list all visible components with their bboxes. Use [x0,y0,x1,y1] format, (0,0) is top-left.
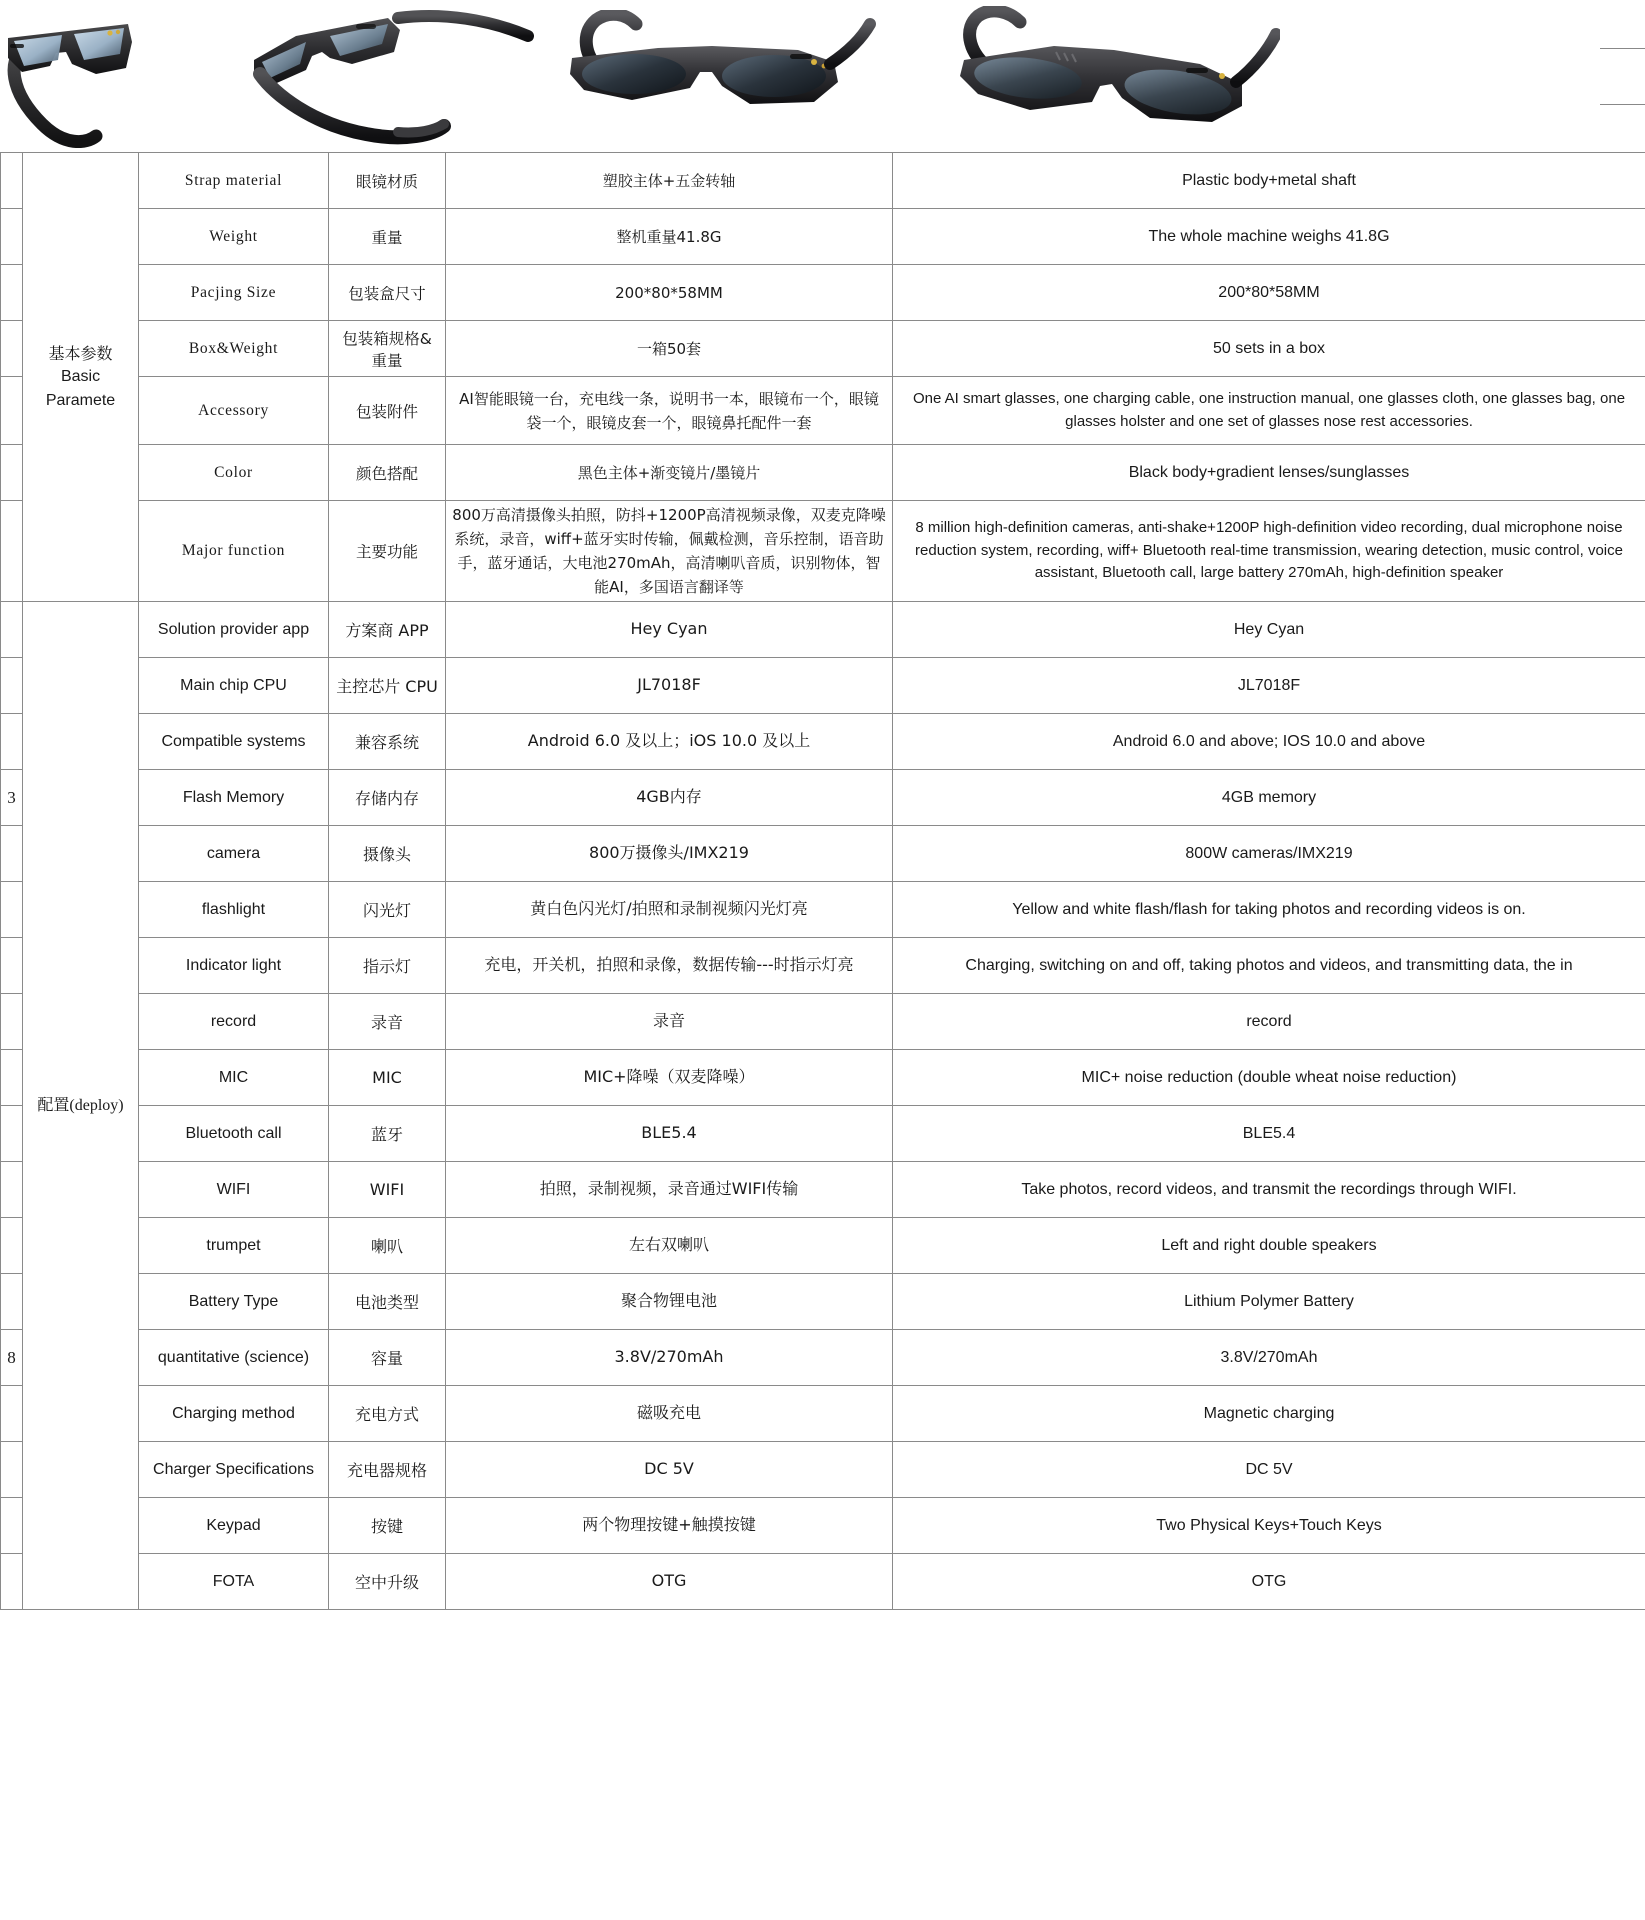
row-label-zh: 颜色搭配 [329,445,446,501]
row-label-en: Indicator light [139,938,329,994]
row-index-cell [1,1554,23,1610]
row-label-en: camera [139,826,329,882]
table-row [1,1386,1645,1442]
row-value-zh: 黄白色闪光灯/拍照和录制视频闪光灯亮 [446,882,893,938]
row-index-cell [1,1050,23,1106]
row-label-zh: 主要功能 [329,501,446,602]
row-value-zh: OTG [446,1554,893,1610]
row-label-en: Solution provider app [139,602,329,658]
row-label-zh: 兼容系统 [329,714,446,770]
table-row [1,377,1645,445]
row-label-zh: 主控芯片 CPU [329,658,446,714]
row-index-cell [1,501,23,602]
row-label-en: trumpet [139,1218,329,1274]
row-label-zh: 闪光灯 [329,882,446,938]
row-label-en: Box&Weight [139,321,329,377]
row-value-en: Take photos, record videos, and transmit the recordings through WIFI. [893,1162,1645,1218]
row-label-en: Charging method [139,1386,329,1442]
row-label-en: Strap material [139,153,329,209]
row-label-zh: 充电器规格 [329,1442,446,1498]
row-value-en: 200*80*58MM [893,265,1645,321]
row-index-cell [1,265,23,321]
table-row [1,602,1645,658]
row-label-en: Main chip CPU [139,658,329,714]
group-label-deploy: 配置(deploy) [23,602,139,1610]
row-value-zh: 磁吸充电 [446,1386,893,1442]
row-value-en: Android 6.0 and above; IOS 10.0 and above [893,714,1645,770]
table-row [1,714,1645,770]
row-label-en: Bluetooth call [139,1106,329,1162]
row-value-zh: 充电，开关机，拍照和录像，数据传输---时指示灯亮 [446,938,893,994]
table-row [1,1218,1645,1274]
row-index-cell [1,321,23,377]
row-value-en: record [893,994,1645,1050]
row-index-cell [1,1218,23,1274]
row-value-en: 3.8V/270mAh [893,1330,1645,1386]
row-value-zh: 塑胶主体+五金转轴 [446,153,893,209]
row-value-en: 4GB memory [893,770,1645,826]
row-label-zh: WIFI [329,1162,446,1218]
row-value-zh: 800万摄像头/IMX219 [446,826,893,882]
row-value-en: 8 million high-definition cameras, anti-shake+1200P high-definition video recording, dual microphone noise reduction system, recording, wiff+ Bluetooth real-time transmission, wearing detection, music control, voice assistant, Bluetooth call, large battery 270mAh, high-definition speaker [893,501,1645,602]
row-index-cell [1,1162,23,1218]
row-label-en: Charger Specifications [139,1442,329,1498]
row-index-cell [1,153,23,209]
row-value-zh: 一箱50套 [446,321,893,377]
row-label-en: Keypad [139,1498,329,1554]
row-label-en: Accessory [139,377,329,445]
row-value-zh: 两个物理按键+触摸按键 [446,1498,893,1554]
row-value-en: Magnetic charging [893,1386,1645,1442]
row-value-en: Hey Cyan [893,602,1645,658]
row-label-zh: 方案商 APP [329,602,446,658]
row-value-en: 50 sets in a box [893,321,1645,377]
row-index-cell [1,714,23,770]
group-label-basic-zh: 基本参数 [48,344,113,364]
row-label-zh: 包装箱规格&重量 [329,321,446,377]
row-value-zh: 200*80*58MM [446,265,893,321]
row-label-en: FOTA [139,1554,329,1610]
table-row [1,770,1645,826]
row-index-cell [1,1498,23,1554]
row-label-en: quantitative (science) [139,1330,329,1386]
row-value-zh: 录音 [446,994,893,1050]
table-row [1,994,1645,1050]
table-row [1,826,1645,882]
row-index-cell [1,1442,23,1498]
row-label-zh: 容量 [329,1330,446,1386]
group-label-basic-en: Basic Paramete [45,368,116,409]
row-label-zh: 电池类型 [329,1274,446,1330]
row-value-zh: 4GB内存 [446,770,893,826]
table-row [1,209,1645,265]
row-index-cell [1,445,23,501]
row-label-zh: 眼镜材质 [329,153,446,209]
row-value-zh: Android 6.0 及以上；iOS 10.0 及以上 [446,714,893,770]
table-row [1,1274,1645,1330]
edge-rule-top [1600,48,1645,49]
group-label-basic [23,153,139,602]
row-value-en: Yellow and white flash/flash for taking photos and recording videos is on. [893,882,1645,938]
table-row [1,265,1645,321]
row-label-en: record [139,994,329,1050]
row-value-en: JL7018F [893,658,1645,714]
row-value-en: DC 5V [893,1442,1645,1498]
table-row [1,1106,1645,1162]
row-label-zh: 按键 [329,1498,446,1554]
table-row [1,1498,1645,1554]
row-value-en: One AI smart glasses, one charging cable, one instruction manual, one glasses cloth, one glasses bag, one glasses holster and one set of glasses nose rest accessories. [893,377,1645,445]
row-index-cell [1,1106,23,1162]
row-value-zh: 黑色主体+渐变镜片/墨镜片 [446,445,893,501]
row-value-zh: 整机重量41.8G [446,209,893,265]
row-value-en: Lithium Polymer Battery [893,1274,1645,1330]
row-value-en: BLE5.4 [893,1106,1645,1162]
row-value-zh: 800万高清摄像头拍照，防抖+1200P高清视频录像，双麦克降噪系统，录音，wiff+蓝牙实时传输，佩戴检测，音乐控制，语音助手，蓝牙通话，大电池270mAh，高清喇叭音质，识别物体，智能AI，多国语言翻译等 [446,501,893,602]
row-index-cell [1,209,23,265]
row-value-zh: 拍照，录制视频，录音通过WIFI传输 [446,1162,893,1218]
table-row [1,321,1645,377]
product-image-band [0,0,1645,152]
table-row [1,938,1645,994]
row-label-zh: 指示灯 [329,938,446,994]
table-row [1,1050,1645,1106]
row-index-cell: 3 [1,770,23,826]
row-label-zh: MIC [329,1050,446,1106]
row-label-zh: 摄像头 [329,826,446,882]
row-label-zh: 重量 [329,209,446,265]
row-value-en: The whole machine weighs 41.8G [893,209,1645,265]
glasses-angled-view-image [248,2,548,148]
row-value-en: Left and right double speakers [893,1218,1645,1274]
glasses-sunglass-view-image [562,10,880,142]
glasses-front-view-image [0,8,240,148]
row-label-en: Pacjing Size [139,265,329,321]
row-index-cell [1,994,23,1050]
row-index-cell [1,602,23,658]
row-label-zh: 蓝牙 [329,1106,446,1162]
row-value-en: Charging, switching on and off, taking photos and videos, and transmitting data, the in [893,938,1645,994]
row-value-en: Black body+gradient lenses/sunglasses [893,445,1645,501]
row-value-zh: 左右双喇叭 [446,1218,893,1274]
row-label-zh: 包装附件 [329,377,446,445]
edge-rule-bottom [1600,104,1645,105]
row-index-cell [1,938,23,994]
row-index-cell [1,1274,23,1330]
table-row [1,153,1645,209]
row-value-zh: BLE5.4 [446,1106,893,1162]
row-label-en: Color [139,445,329,501]
glasses-tilted-view-image [950,6,1280,146]
row-value-zh: DC 5V [446,1442,893,1498]
row-label-zh: 喇叭 [329,1218,446,1274]
row-label-en: Battery Type [139,1274,329,1330]
row-label-en: Compatible systems [139,714,329,770]
specification-table [0,152,1645,1610]
row-index-cell: 8 [1,1330,23,1386]
row-label-en: Weight [139,209,329,265]
row-value-zh: 聚合物锂电池 [446,1274,893,1330]
row-label-zh: 录音 [329,994,446,1050]
row-label-zh: 空中升级 [329,1554,446,1610]
row-index-cell [1,882,23,938]
table-row [1,501,1645,602]
row-label-en: Major function [139,501,329,602]
row-value-zh: 3.8V/270mAh [446,1330,893,1386]
row-value-zh: JL7018F [446,658,893,714]
table-row [1,445,1645,501]
row-index-cell [1,1386,23,1442]
table-row [1,1330,1645,1386]
row-value-zh: MIC+降噪（双麦降噪） [446,1050,893,1106]
row-value-en: Two Physical Keys+Touch Keys [893,1498,1645,1554]
row-index-cell [1,658,23,714]
row-index-cell [1,377,23,445]
table-row [1,1162,1645,1218]
row-value-en: Plastic body+metal shaft [893,153,1645,209]
row-value-en: 800W cameras/IMX219 [893,826,1645,882]
row-label-en: WIFI [139,1162,329,1218]
row-label-zh: 存储内存 [329,770,446,826]
table-row [1,1442,1645,1498]
row-label-zh: 充电方式 [329,1386,446,1442]
row-value-zh: Hey Cyan [446,602,893,658]
row-index-cell [1,826,23,882]
table-row [1,658,1645,714]
row-label-en: Flash Memory [139,770,329,826]
table-row [1,882,1645,938]
row-value-en: MIC+ noise reduction (double wheat noise reduction) [893,1050,1645,1106]
specification-table-body [1,153,1645,1610]
row-label-zh: 包装盒尺寸 [329,265,446,321]
row-value-zh: AI智能眼镜一台，充电线一条，说明书一本，眼镜布一个，眼镜袋一个，眼镜皮套一个，眼镜鼻托配件一套 [446,377,893,445]
row-label-en: MIC [139,1050,329,1106]
row-label-en: flashlight [139,882,329,938]
row-value-en: OTG [893,1554,1645,1610]
table-row [1,1554,1645,1610]
